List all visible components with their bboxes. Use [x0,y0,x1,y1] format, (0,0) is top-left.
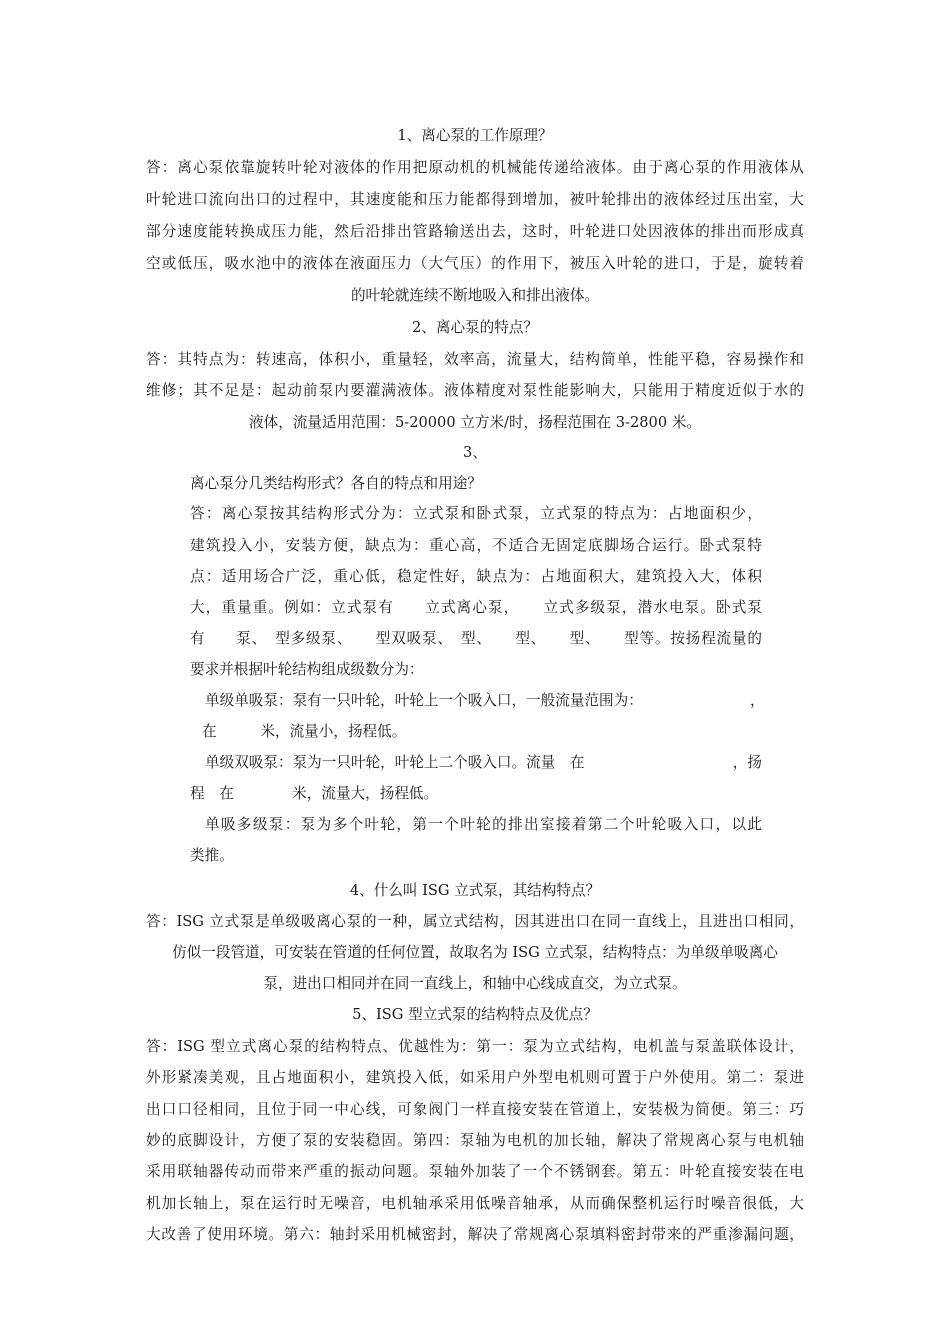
q1-line-4: 空或低压，吸水池中的液体在液面压力（大气压）的作用下，被压入叶轮的进口，于是，旋转着 [146,255,804,272]
q3-line-4: 大，重量重。例如：立式泵有 立式离心泵， 立式多级泵，潜水电泵。卧式泵 [190,599,762,616]
q5-line-5: 采用联轴器传动而带来严重的振动问题。泵轴外加装了一个不锈钢套。第五：叶轮直接安装在电 [146,1163,804,1180]
q3-line-2: 建筑投入小，安装方便，缺点为：重心高，不适合无固定底脚场合运行。卧式泵特 [190,537,762,554]
q4-title: 4、什么叫 ISG 立式泵，其结构特点？ [349,882,601,899]
q2-line-3: 液体，流量适用范围：5-20000 立方米/时，扬程范围在 3-2800 米。 [249,414,701,431]
q5-line-3: 出口口径相同，且位于同一中心线，可象阀门一样直接安装在管道上，安装极为简便。第三：巧 [146,1101,804,1118]
double-suction-line-1: 单级双吸泵：泵为一只叶轮，叶轮上二个吸入口。流量 在 [205,754,585,771]
q5-title: 5、ISG 型立式泵的结构特点及优点？ [352,1006,598,1023]
q5-line-4: 妙的底脚设计，方便了泵的安装稳固。第四：泵轴为电机的加长轴，解决了常规离心泵与电机轴 [146,1132,804,1149]
single-suction-line-2: 在 米，流量小，扬程低。 [202,723,407,740]
q3-title: 3、 [463,444,487,461]
q3-line-3: 点：适用场合广泛，重心低，稳定性好，缺点为：占地面积大，建筑投入大，体积 [190,568,762,585]
q3-line-5: 有 泵、 型多级泵、 型双吸泵、 型、 型、 型、 型等。按扬程流量的 [190,630,762,647]
q5-line-6: 机加长轴上，泵在运行时无噪音，电机轴承采用低噪音轴承，从而确保整机运行时噪音很低，大 [146,1195,804,1212]
multistage-line-2: 类推。 [190,847,234,864]
q1-title: 1、离心泵的工作原理？ [397,127,553,144]
q3-line-1: 答：离心泵按其结构形式分为：立式泵和卧式泵，立式泵的特点为：占地面积少， [190,505,762,522]
q1-line-1: 答：离心泵依靠旋转叶轮对液体的作用把原动机的机械能传递给液体。由于离心泵的作用液体从 [146,159,804,176]
q2-line-1: 答：其特点为：转速高，体积小，重量轻，效率高，流量大，结构简单，性能平稳，容易操作和 [146,351,804,368]
multistage-line-1: 单吸多级泵：泵为多个叶轮，第一个叶轮的排出室接着第二个叶轮吸入口，以此 [205,816,762,833]
q1-line-2: 叶轮进口流向出口的过程中，其速度能和压力能都得到增加，被叶轮排出的液体经过压出室，大 [146,191,804,208]
q2-title: 2、离心泵的特点？ [411,319,539,336]
q4-line-3: 泵，进出口相同并在同一直线上，和轴中心线成直交，为立式泵。 [263,975,687,992]
q3-line-6: 要求并根据叶轮结构组成级数分为： [190,661,424,678]
q4-line-2: 仿似一段管道，可安装在管道的任何位置，故取名为 ISG 立式泵，结构特点：为单级单吸离心 [172,944,778,961]
q2-line-2: 维修；其不足是：起动前泵内要灌满液体。液体精度对泵性能影响大，只能用于精度近似于水的 [146,382,804,399]
single-suction-line-1-end: ， [750,692,765,709]
q1-line-5: 的叶轮就连续不断地吸入和排出液体。 [350,287,600,304]
double-suction-line-2: 程 在 米，流量大，扬程低。 [190,785,439,802]
q5-line-1: 答：ISG 型立式离心泵的结构特点、优越性为：第一：泵为立式结构，电机盖与泵盖联体设计， [146,1038,804,1055]
q1-line-3: 部分速度能转换成压力能，然后沿排出管路输送出去，这时，叶轮进口处因液体的排出而形成真 [146,223,804,240]
q5-line-7: 大改善了使用环境。第六：轴封采用机械密封，解决了常规离心泵填料密封带来的严重渗漏问题， [146,1226,804,1243]
q5-line-2: 外形紧凑美观，且占地面积小，建筑投入低，如采用户外型电机则可置于户外使用。第二：泵进 [146,1069,804,1086]
q3-question: 离心泵分几类结构形式？各自的特点和用途？ [190,475,482,492]
single-suction-line-1: 单级单吸泵：泵有一只叶轮，叶轮上一个吸入口，一般流量范围为： [205,692,643,709]
q4-line-1: 答：ISG 立式泵是单级吸离心泵的一种，属立式结构，因其进出口在同一直线上，且进出口相同， [146,913,804,930]
double-suction-line-1-end: ，扬 [732,754,762,771]
